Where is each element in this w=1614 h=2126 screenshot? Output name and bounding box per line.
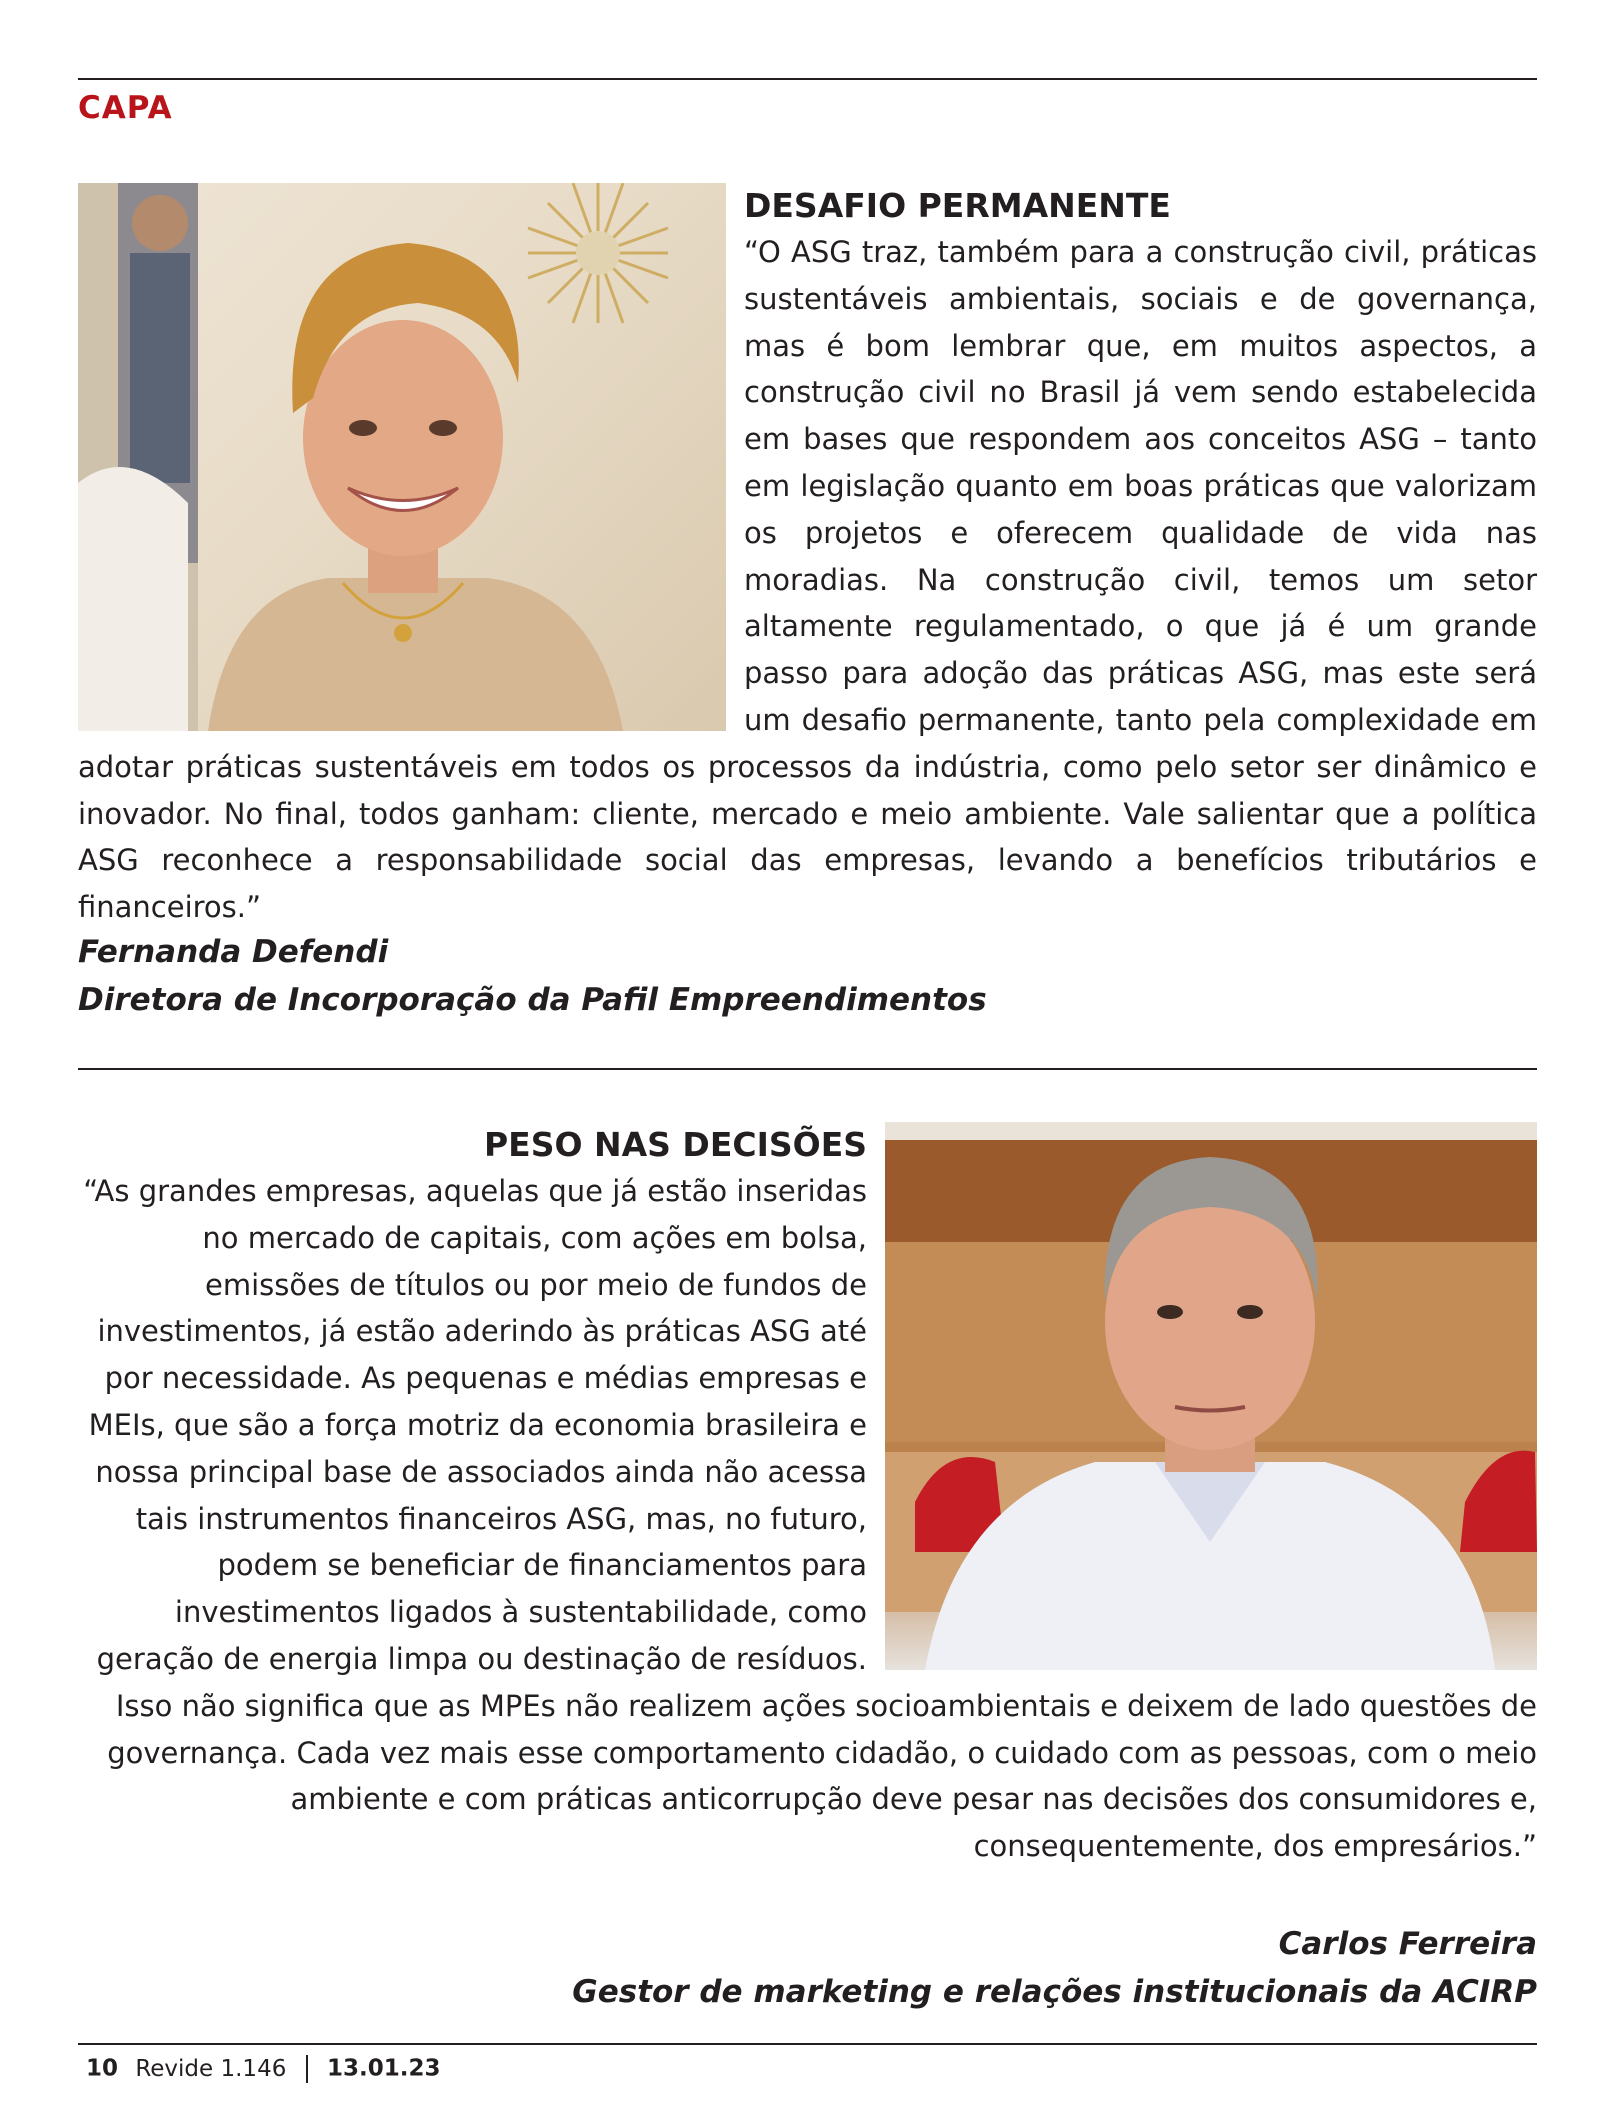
magazine-edition: Revide 1.146 xyxy=(135,2055,287,2082)
page-number: 10 xyxy=(86,2055,119,2082)
article-2-author-name: Carlos Ferreira xyxy=(1278,1926,1537,1962)
article-2-body: “As grandes empresas, aquelas que já estão inseridas no mercado de capitais, com ações em bolsa, emissões de títulos ou por meio de fundos de investimentos, já estão aderindo às práticas ASG até por necessidade. As pequenas e médias empresas e MEIs, que são a força motriz da economia brasileira e nossa principal base de associados ainda não acessa tais instrumentos financeiros ASG, mas, no futuro, podem se beneficiar de financiamentos para investimentos ligados à sustentabilidade, como geração de energia limpa ou destinação de resíduos. Isso não significa que as MPEs não realizem ações socioambientais e deixem de lado questões de governança. Cada vez mais esse comportamento cidadão, o cuidado com as pessoas, com o meio ambiente e com práticas anticorrupção deve pesar nas decisões dos consumidores e, consequentemente, dos empresários.” xyxy=(83,1174,1537,1864)
footer xyxy=(86,2055,440,2083)
article-1-body: “O ASG traz, também para a construção civil, práticas sustentáveis ambientais, sociais e de governança, mas é bom lembrar que, em muitos aspectos, a construção civil no Brasil já vem sendo estabelecida em bases que respondem aos conceitos ASG – tanto em legislação quanto em boas práticas que valorizam os projetos e oferecem qualidade de vida nas moradias. Na construção civil, temos um setor altamente regulamentado, o que já é um grande passo para adoção das práticas ASG, mas este será um desafio permanente, tanto pela complexidade em adotar práticas sustentáveis em todos os processos da indústria, como pelo setor ser dinâmico e inovador. No final, todos ganham: cliente, mercado e meio ambiente. Vale salientar que a política ASG reconhece a responsabilidade social das empresas, levando a benefícios tributários e financeiros.” xyxy=(78,235,1537,925)
section-label: CAPA xyxy=(78,90,173,126)
article-1-author-role: Diretora de Incorporação da Pafil Empreendimentos xyxy=(78,982,987,1018)
footer-rule xyxy=(78,2043,1537,2045)
portrait-illustration xyxy=(885,1122,1537,1670)
article-1-title: DESAFIO PERMANENTE xyxy=(744,186,1171,225)
article-peso-nas-decisoes xyxy=(78,1122,1537,1870)
portrait-photo-woman xyxy=(78,183,726,731)
middle-rule xyxy=(78,1068,1537,1070)
issue-date: 13.01.23 xyxy=(326,2055,441,2082)
footer-separator xyxy=(306,2055,308,2083)
article-2-author-role: Gestor de marketing e relações institucionais da ACIRP xyxy=(572,1974,1537,2010)
top-rule xyxy=(78,78,1537,80)
portrait-photo-man xyxy=(885,1122,1537,1670)
portrait-illustration xyxy=(78,183,726,731)
article-2-title: PESO NAS DECISÕES xyxy=(483,1125,867,1164)
article-1-author-name: Fernanda Defendi xyxy=(78,934,389,970)
article-desafio-permanente xyxy=(78,183,1537,931)
